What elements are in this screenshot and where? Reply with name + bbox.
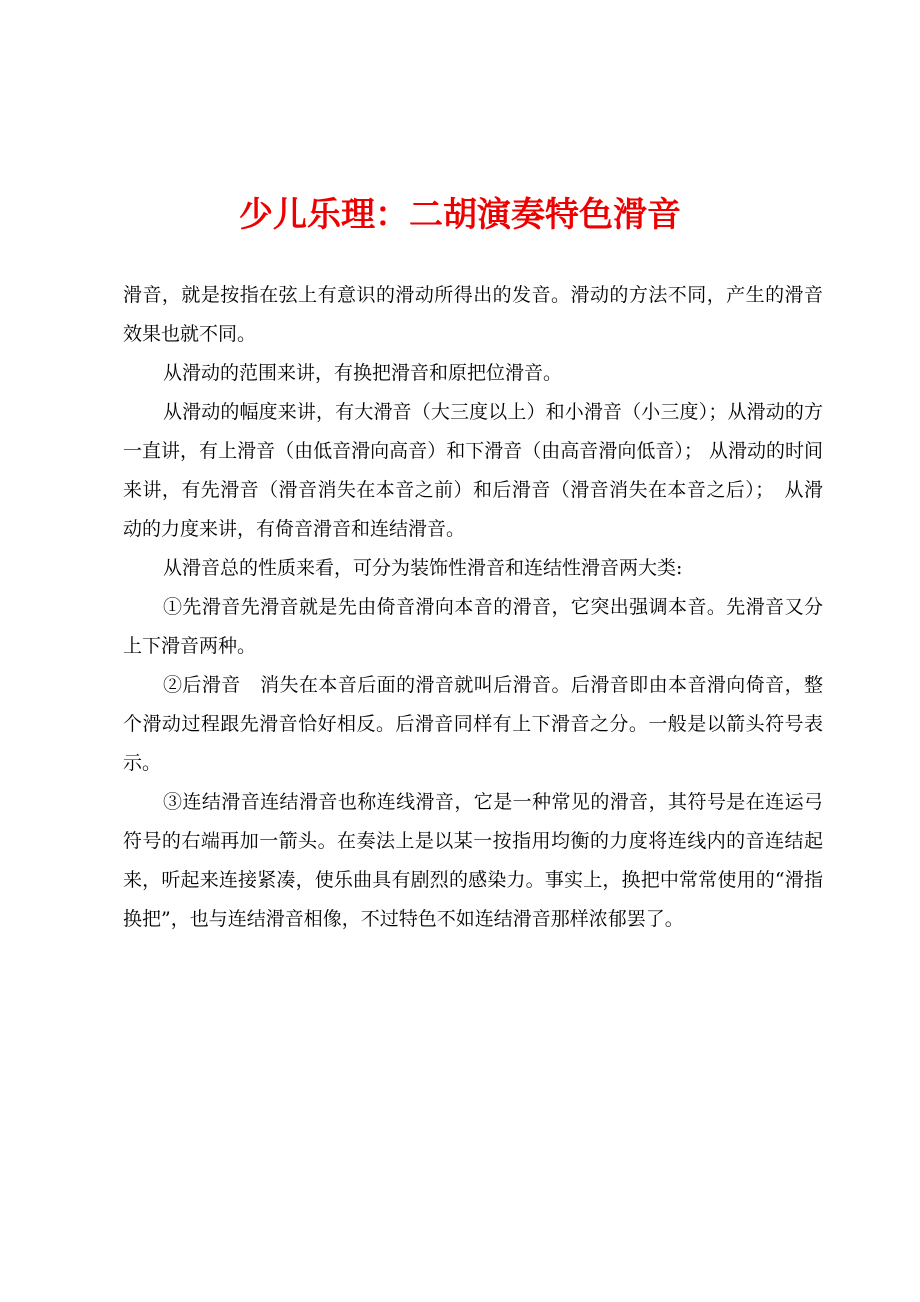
paragraph-amplitude: 从滑动的幅度来讲，有大滑音（大三度以上）和小滑音（小三度）；从滑动的方一直讲，有上滑音（由低音滑向高音）和下滑音（由高音滑向低音）； 从滑动的时间来讲，有先滑音（滑音消失在本音之前）和后滑音（滑音消失在本音之后）； 从滑动的力度来讲，有倚音滑音和连结滑音。	[123, 401, 823, 540]
paragraph-post-glide: ②后滑音 消失在本音后面的滑音就叫后滑音。后滑音即由本音滑向倚音，整个滑动过程跟先滑音恰好相反。后滑音同样有上下滑音之分。一般是以箭头符号表示。	[123, 674, 823, 774]
paragraph-intro: 滑音，就是按指在弦上有意识的滑动所得出的发音。滑动的方法不同，产生的滑音效果也就不同。	[123, 284, 823, 345]
document-body	[123, 276, 823, 939]
paragraph-connected-glide: ③连结滑音连结滑音也称连线滑音，它是一种常见的滑音，其符号是在连运弓符号的右端再加一箭头。在奏法上是以某一按指用均衡的力度将连线内的音连结起来，听起来连接紧凑，使乐曲具有剧烈的感染力。事实上，换把中常常使用的“滑指换把”，也与连结滑音相像，不过特色不如连结滑音那样浓郁罢了。	[123, 791, 823, 930]
paragraph-nature: 从滑音总的性质来看，可分为装饰性滑音和连结性滑音两大类:	[163, 557, 683, 579]
paragraph-range: 从滑动的范围来讲，有换把滑音和原把位滑音。	[163, 362, 563, 384]
page-title: 少儿乐理：二胡演奏特色滑音	[239, 195, 681, 235]
paragraph-pre-glide: ①先滑音先滑音就是先由倚音滑向本音的滑音，它突出强调本音。先滑音又分上下滑音两种。	[123, 596, 823, 657]
